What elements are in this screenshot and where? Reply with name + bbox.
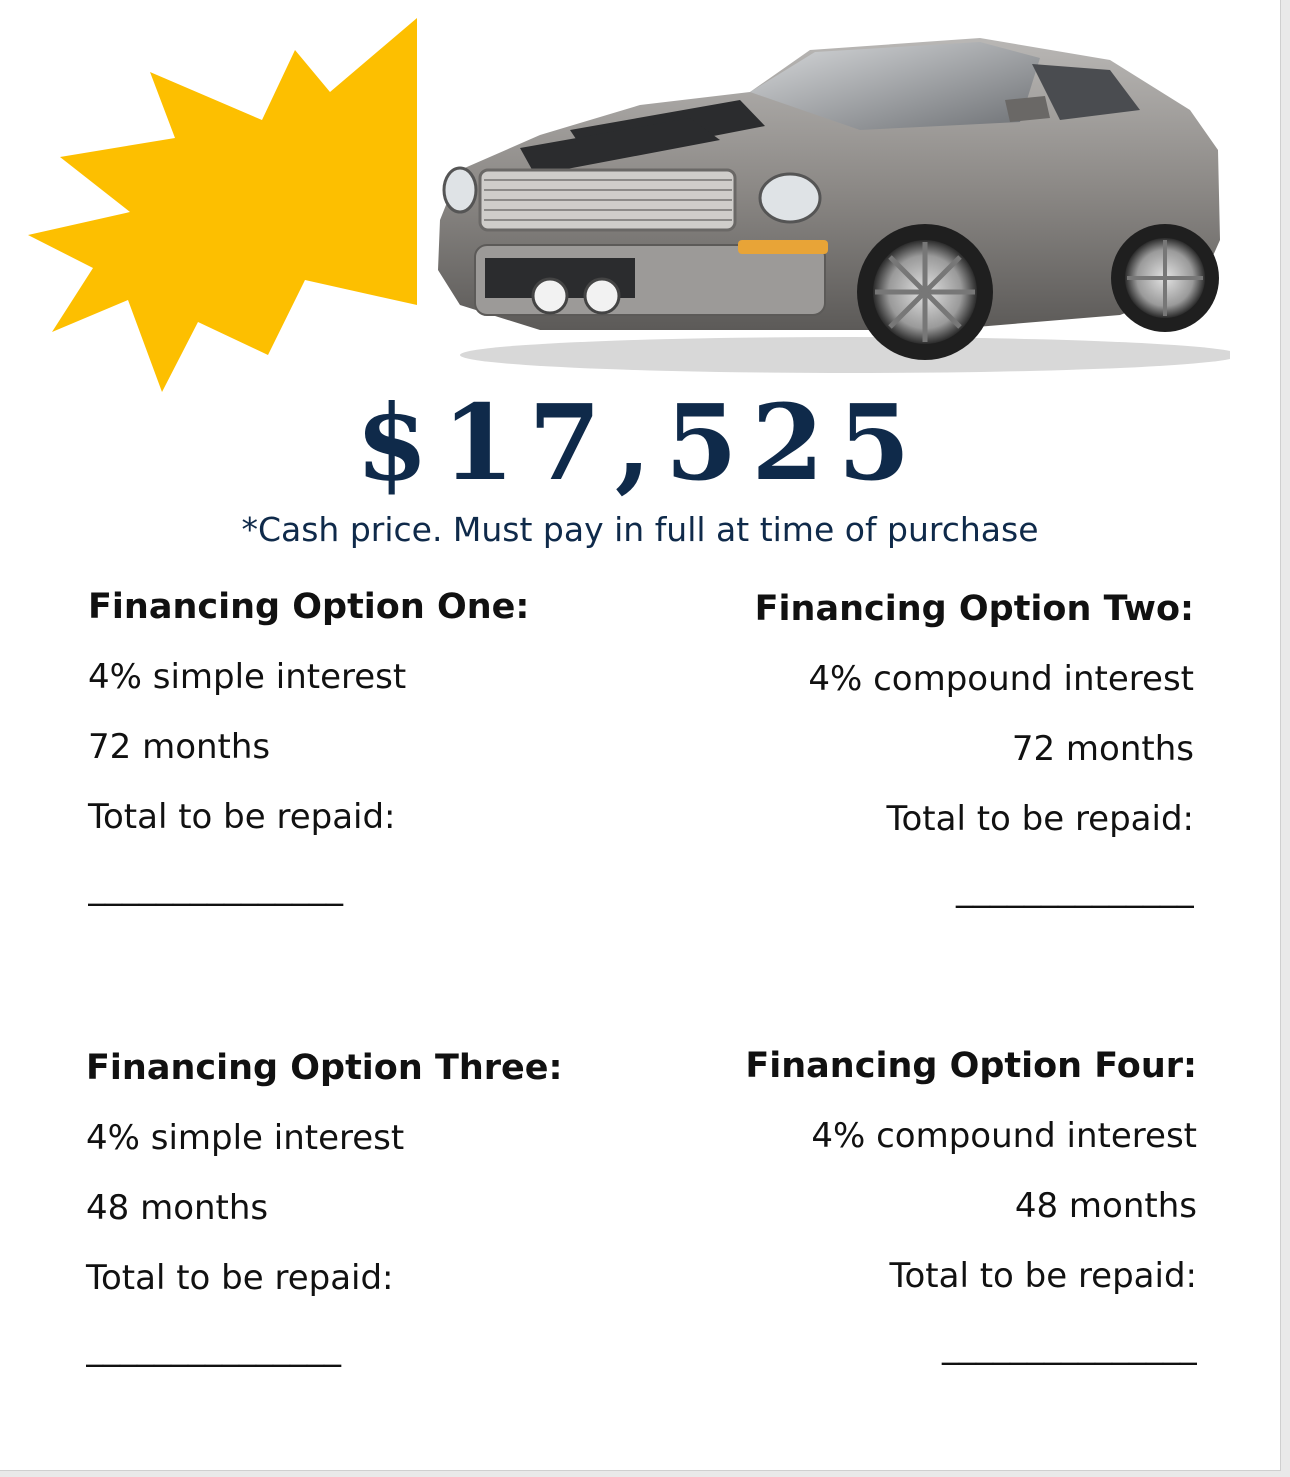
option-title: Financing Option One: [88,587,530,627]
option-rate: 4% simple interest [86,1118,405,1158]
starburst-icon [0,0,430,400]
answer-blank[interactable]: _______________ [88,867,343,907]
option-total-label: Total to be repaid: [886,799,1194,839]
option-total-label: Total to be repaid: [889,1256,1197,1296]
option-total-label: Total to be repaid: [88,797,396,837]
price-note: *Cash price. Must pay in full at time of purchase [241,510,1039,549]
option-term: 48 months [86,1188,269,1228]
option-term: 48 months [1014,1186,1197,1226]
sports-car-image [420,30,1230,380]
option-rate: 4% compound interest [808,659,1194,699]
option-term: 72 months [88,727,271,767]
financing-option-three [86,1045,646,1371]
answer-blank[interactable]: _______________ [86,1328,341,1368]
answer-blank[interactable]: _______________ [942,1326,1197,1366]
option-title: Financing Option Three: [86,1048,563,1088]
cash-price: $17,525 [355,381,925,504]
financing-option-one [88,584,648,910]
option-title: Financing Option Two: [754,589,1194,629]
option-rate: 4% compound interest [811,1116,1197,1156]
option-total-label: Total to be repaid: [86,1258,394,1298]
option-term: 72 months [1011,729,1194,769]
financing-option-four [637,1043,1197,1369]
answer-blank[interactable]: ______________ [956,869,1194,909]
option-title: Financing Option Four: [745,1046,1197,1086]
option-rate: 4% simple interest [88,657,407,697]
financing-option-two [634,586,1194,912]
